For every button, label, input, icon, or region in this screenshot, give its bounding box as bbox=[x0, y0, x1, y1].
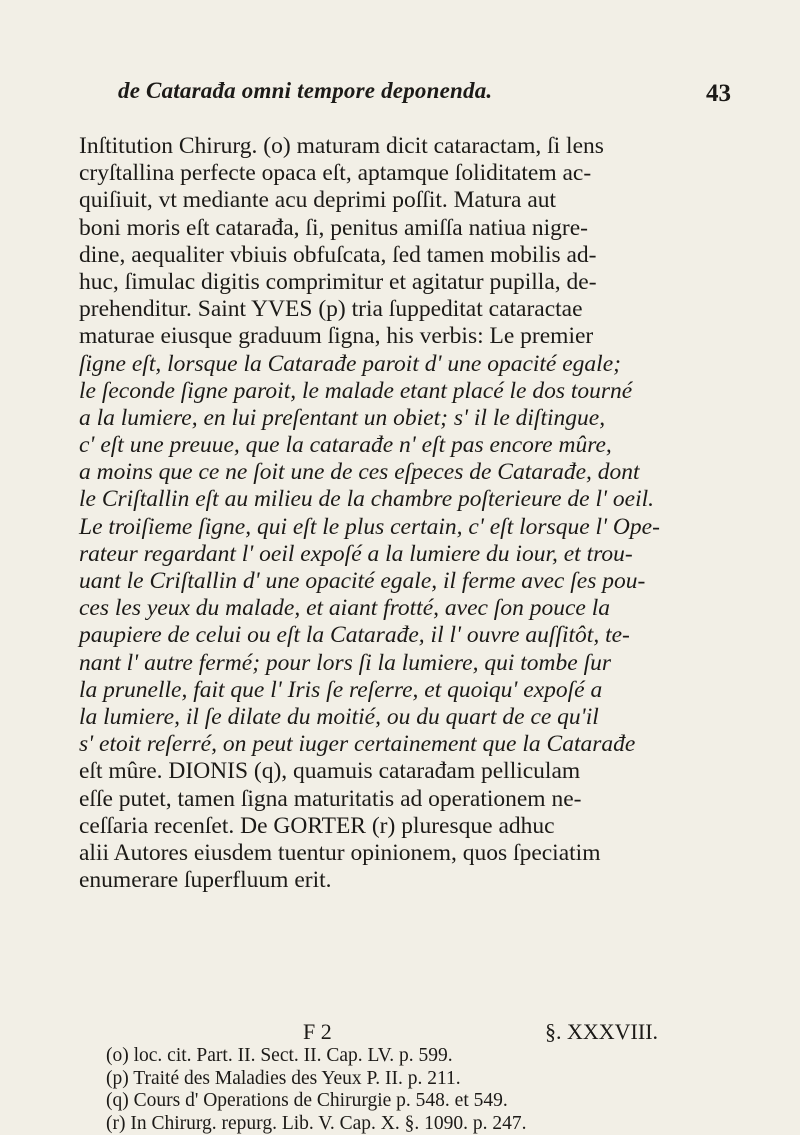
text-line-french: c' eſt une preuue, que la catarađe n' eſt pas encore mûre, bbox=[79, 432, 719, 459]
text-line-french: la lumiere, il ſe dilate du moitié, ou du quart de ce qu'il bbox=[79, 704, 719, 731]
signature-mark: F 2 bbox=[303, 1019, 332, 1045]
footnotes bbox=[106, 1045, 706, 1135]
text-line: ceſſaria recenſet. De GORTER (r) pluresque adhuc bbox=[79, 813, 719, 840]
text-line: maturae eiusque graduum ſigna, his verbis: Le premier bbox=[79, 323, 719, 350]
text-line: huc, ſimulac digitis comprimitur et agitatur pupilla, de- bbox=[79, 269, 719, 296]
signature-line bbox=[79, 1019, 719, 1045]
main-text bbox=[79, 133, 719, 894]
text-line-french: uant le Criſtallin d' une opacité egale, il ferme avec ſes pou- bbox=[79, 568, 719, 595]
text-line-french: s' etoit reſerré, on peut iuger certainement que la Catarađe bbox=[79, 731, 719, 758]
text-line: prehenditur. Saint YVES (p) tria ſuppeditat cataractae bbox=[79, 296, 719, 323]
text-line-french: le Criſtallin eſt au milieu de la chambre poſterieure de l' oeil. bbox=[79, 486, 719, 513]
text-line: quiſiuit, vt mediante acu deprimi poſſit. Matura aut bbox=[79, 187, 719, 214]
footnote: (q) Cours d' Operations de Chirurgie p. 548. et 549. bbox=[106, 1090, 706, 1113]
text-line: boni moris eſt catarađa, ſi, penitus amiſſa natiua nigre- bbox=[79, 215, 719, 242]
catchword: §. XXXVIII. bbox=[545, 1019, 658, 1045]
text-line-french: a la lumiere, en lui preſentant un obiet; s' il le diſtingue, bbox=[79, 405, 719, 432]
text-line: alii Autores eiusdem tuentur opinionem, quos ſpeciatim bbox=[79, 840, 719, 867]
text-line: eſt mûre. DIONIS (q), quamuis catarađam pelliculam bbox=[79, 758, 719, 785]
text-line: eſſe putet, tamen ſigna maturitatis ad operationem ne- bbox=[79, 786, 719, 813]
text-line: cryſtallina perfecte opaca eſt, aptamque ſoliditatem ac- bbox=[79, 160, 719, 187]
text-line: enumerare ſuperfluum erit. bbox=[79, 867, 719, 894]
text-line-french: paupiere de celui ou eſt la Catarađe, il l' ouvre auſſitôt, te- bbox=[79, 622, 719, 649]
text-line: dine, aequaliter vbiuis obfuſcata, ſed tamen mobilis ad- bbox=[79, 242, 719, 269]
footnote: (r) In Chirurg. repurg. Lib. V. Cap. X. §. 1090. p. 247. bbox=[106, 1113, 706, 1135]
text-line-french: Le troiſieme ſigne, qui eſt le plus certain, c' eſt lorsque l' Ope- bbox=[79, 514, 719, 541]
text-line-french: ces les yeux du malade, et aiant frotté, avec ſon pouce la bbox=[79, 595, 719, 622]
text-line: Inſtitution Chirurg. (o) maturam dicit cataractam, ſi lens bbox=[79, 133, 719, 160]
text-line-french: nant l' autre fermé; pour lors ſi la lumiere, qui tombe ſur bbox=[79, 650, 719, 677]
text-line-french: rateur regardant l' oeil expoſé a la lumiere du iour, et trou- bbox=[79, 541, 719, 568]
footnote: (o) loc. cit. Part. II. Sect. II. Cap. LV. p. 599. bbox=[106, 1045, 706, 1068]
page-number: 43 bbox=[706, 80, 731, 108]
text-line-french: a moins que ce ne ſoit une de ces eſpeces de Catarađe, dont bbox=[79, 459, 719, 486]
text-line-french: le ſeconde ſigne paroit, le malade etant placé le dos tourné bbox=[79, 378, 719, 405]
footnote: (p) Traité des Maladies des Yeux P. II. p. 211. bbox=[106, 1068, 706, 1091]
running-title: de Catarađa omni tempore deponenda. bbox=[118, 78, 678, 104]
text-line-french: ſigne eſt, lorsque la Catarađe paroit d' une opacité egale; bbox=[79, 351, 719, 378]
text-line-french: la prunelle, fait que l' Iris ſe reſerre, et quoiqu' expoſé a bbox=[79, 677, 719, 704]
